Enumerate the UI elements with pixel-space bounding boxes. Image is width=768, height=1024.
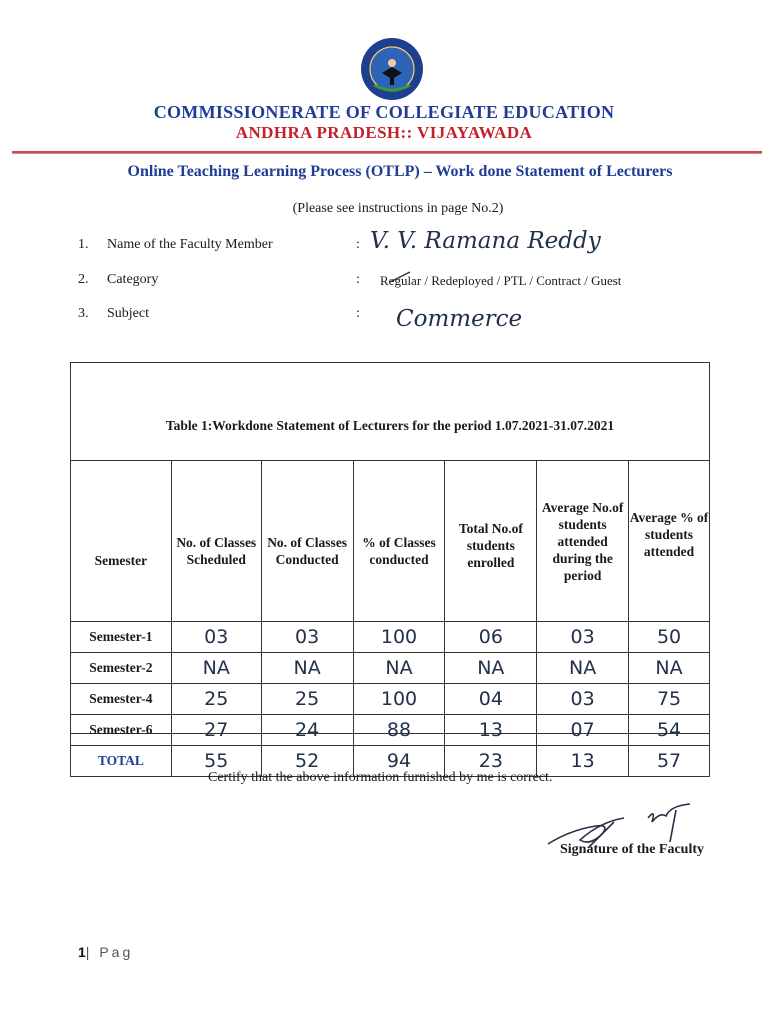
data-cell: 54 xyxy=(629,715,710,746)
field-number: 1. xyxy=(78,237,89,252)
workdone-table xyxy=(70,460,710,777)
certification-statement: Certify that the above information furnished by me is correct. xyxy=(208,770,553,785)
column-header-semester: Semester xyxy=(71,461,172,622)
semester-cell: Semester-1 xyxy=(71,622,172,653)
semester-cell: Semester-4 xyxy=(71,684,172,715)
column-header-average-percent: Average % of students attended xyxy=(629,461,710,622)
instructions-note: (Please see instructions in page No.2) xyxy=(292,201,504,216)
field-colon: : xyxy=(356,272,360,287)
data-cell: 55 xyxy=(171,746,261,777)
faculty-name-value: V. V. Ramana Reddy xyxy=(370,228,601,254)
data-cell: 88 xyxy=(353,715,445,746)
table-header-row xyxy=(71,461,710,622)
data-cell: 07 xyxy=(537,715,629,746)
data-cell: 100 xyxy=(353,622,445,653)
data-cell: 27 xyxy=(171,715,261,746)
field-colon: : xyxy=(356,306,360,321)
semester-cell: Semester-2 xyxy=(71,653,172,684)
data-cell: NA xyxy=(445,653,537,684)
data-cell: 57 xyxy=(629,746,710,777)
tick-mark-icon xyxy=(388,270,412,286)
data-cell: 75 xyxy=(629,684,710,715)
category-value: Regular / Redeployed / PTL / Contract / Guest xyxy=(380,273,622,288)
data-cell: 06 xyxy=(445,622,537,653)
semester-cell: Semester-6 xyxy=(71,715,172,746)
field-number: 3. xyxy=(78,306,89,321)
field-label-subject: Subject xyxy=(107,306,149,321)
column-header-enrolled: Total No.of students enrolled xyxy=(445,461,537,622)
organization-location: ANDHRA PRADESH:: VIJAYAWADA xyxy=(235,123,533,142)
data-cell: 50 xyxy=(629,622,710,653)
data-cell: NA xyxy=(537,653,629,684)
column-header-scheduled: No. of Classes Scheduled xyxy=(171,461,261,622)
data-cell: 24 xyxy=(261,715,353,746)
signature-label: Signature of the Faculty xyxy=(560,842,705,857)
data-cell: 25 xyxy=(261,684,353,715)
data-cell: 23 xyxy=(445,746,537,777)
data-cell: NA xyxy=(629,653,710,684)
field-colon: : xyxy=(356,237,360,252)
data-cell: NA xyxy=(353,653,445,684)
data-cell: NA xyxy=(261,653,353,684)
page-number: 1 xyxy=(78,944,86,960)
data-cell: 94 xyxy=(353,746,445,777)
page-footer xyxy=(78,944,133,960)
column-header-percent-conducted: % of Classes conducted xyxy=(353,461,445,622)
subject-value: Commerce xyxy=(396,306,523,332)
table-row xyxy=(71,653,710,684)
page-word: | Pag xyxy=(85,944,134,960)
data-cell: 25 xyxy=(171,684,261,715)
table-caption: Table 1:Workdone Statement of Lecturers for the period 1.07.2021-31.07.2021 xyxy=(165,418,615,433)
field-label-category: Category xyxy=(107,272,159,287)
data-cell: 03 xyxy=(261,622,353,653)
table-row xyxy=(71,715,710,746)
data-cell: NA xyxy=(171,653,261,684)
document-title: Online Teaching Learning Process (OTLP) – Work done Statement of Lecturers xyxy=(127,163,673,180)
data-cell: 03 xyxy=(537,684,629,715)
data-cell: 52 xyxy=(261,746,353,777)
data-cell: 13 xyxy=(445,715,537,746)
table-row xyxy=(71,622,710,653)
data-cell: 13 xyxy=(537,746,629,777)
total-label-cell: TOTAL xyxy=(71,746,172,777)
data-cell: 03 xyxy=(537,622,629,653)
column-header-average-attended: Average No.of students attended during the period xyxy=(537,461,629,622)
field-number: 2. xyxy=(78,272,89,287)
department-logo-icon xyxy=(360,37,424,101)
table-row xyxy=(71,684,710,715)
organization-name: COMMISSIONERATE OF COLLEGIATE EDUCATION xyxy=(153,102,615,122)
data-cell: 04 xyxy=(445,684,537,715)
header-divider xyxy=(12,151,762,154)
field-label-faculty-name: Name of the Faculty Member xyxy=(107,237,273,252)
column-header-conducted: No. of Classes Conducted xyxy=(261,461,353,622)
data-cell: 100 xyxy=(353,684,445,715)
data-cell: 03 xyxy=(171,622,261,653)
